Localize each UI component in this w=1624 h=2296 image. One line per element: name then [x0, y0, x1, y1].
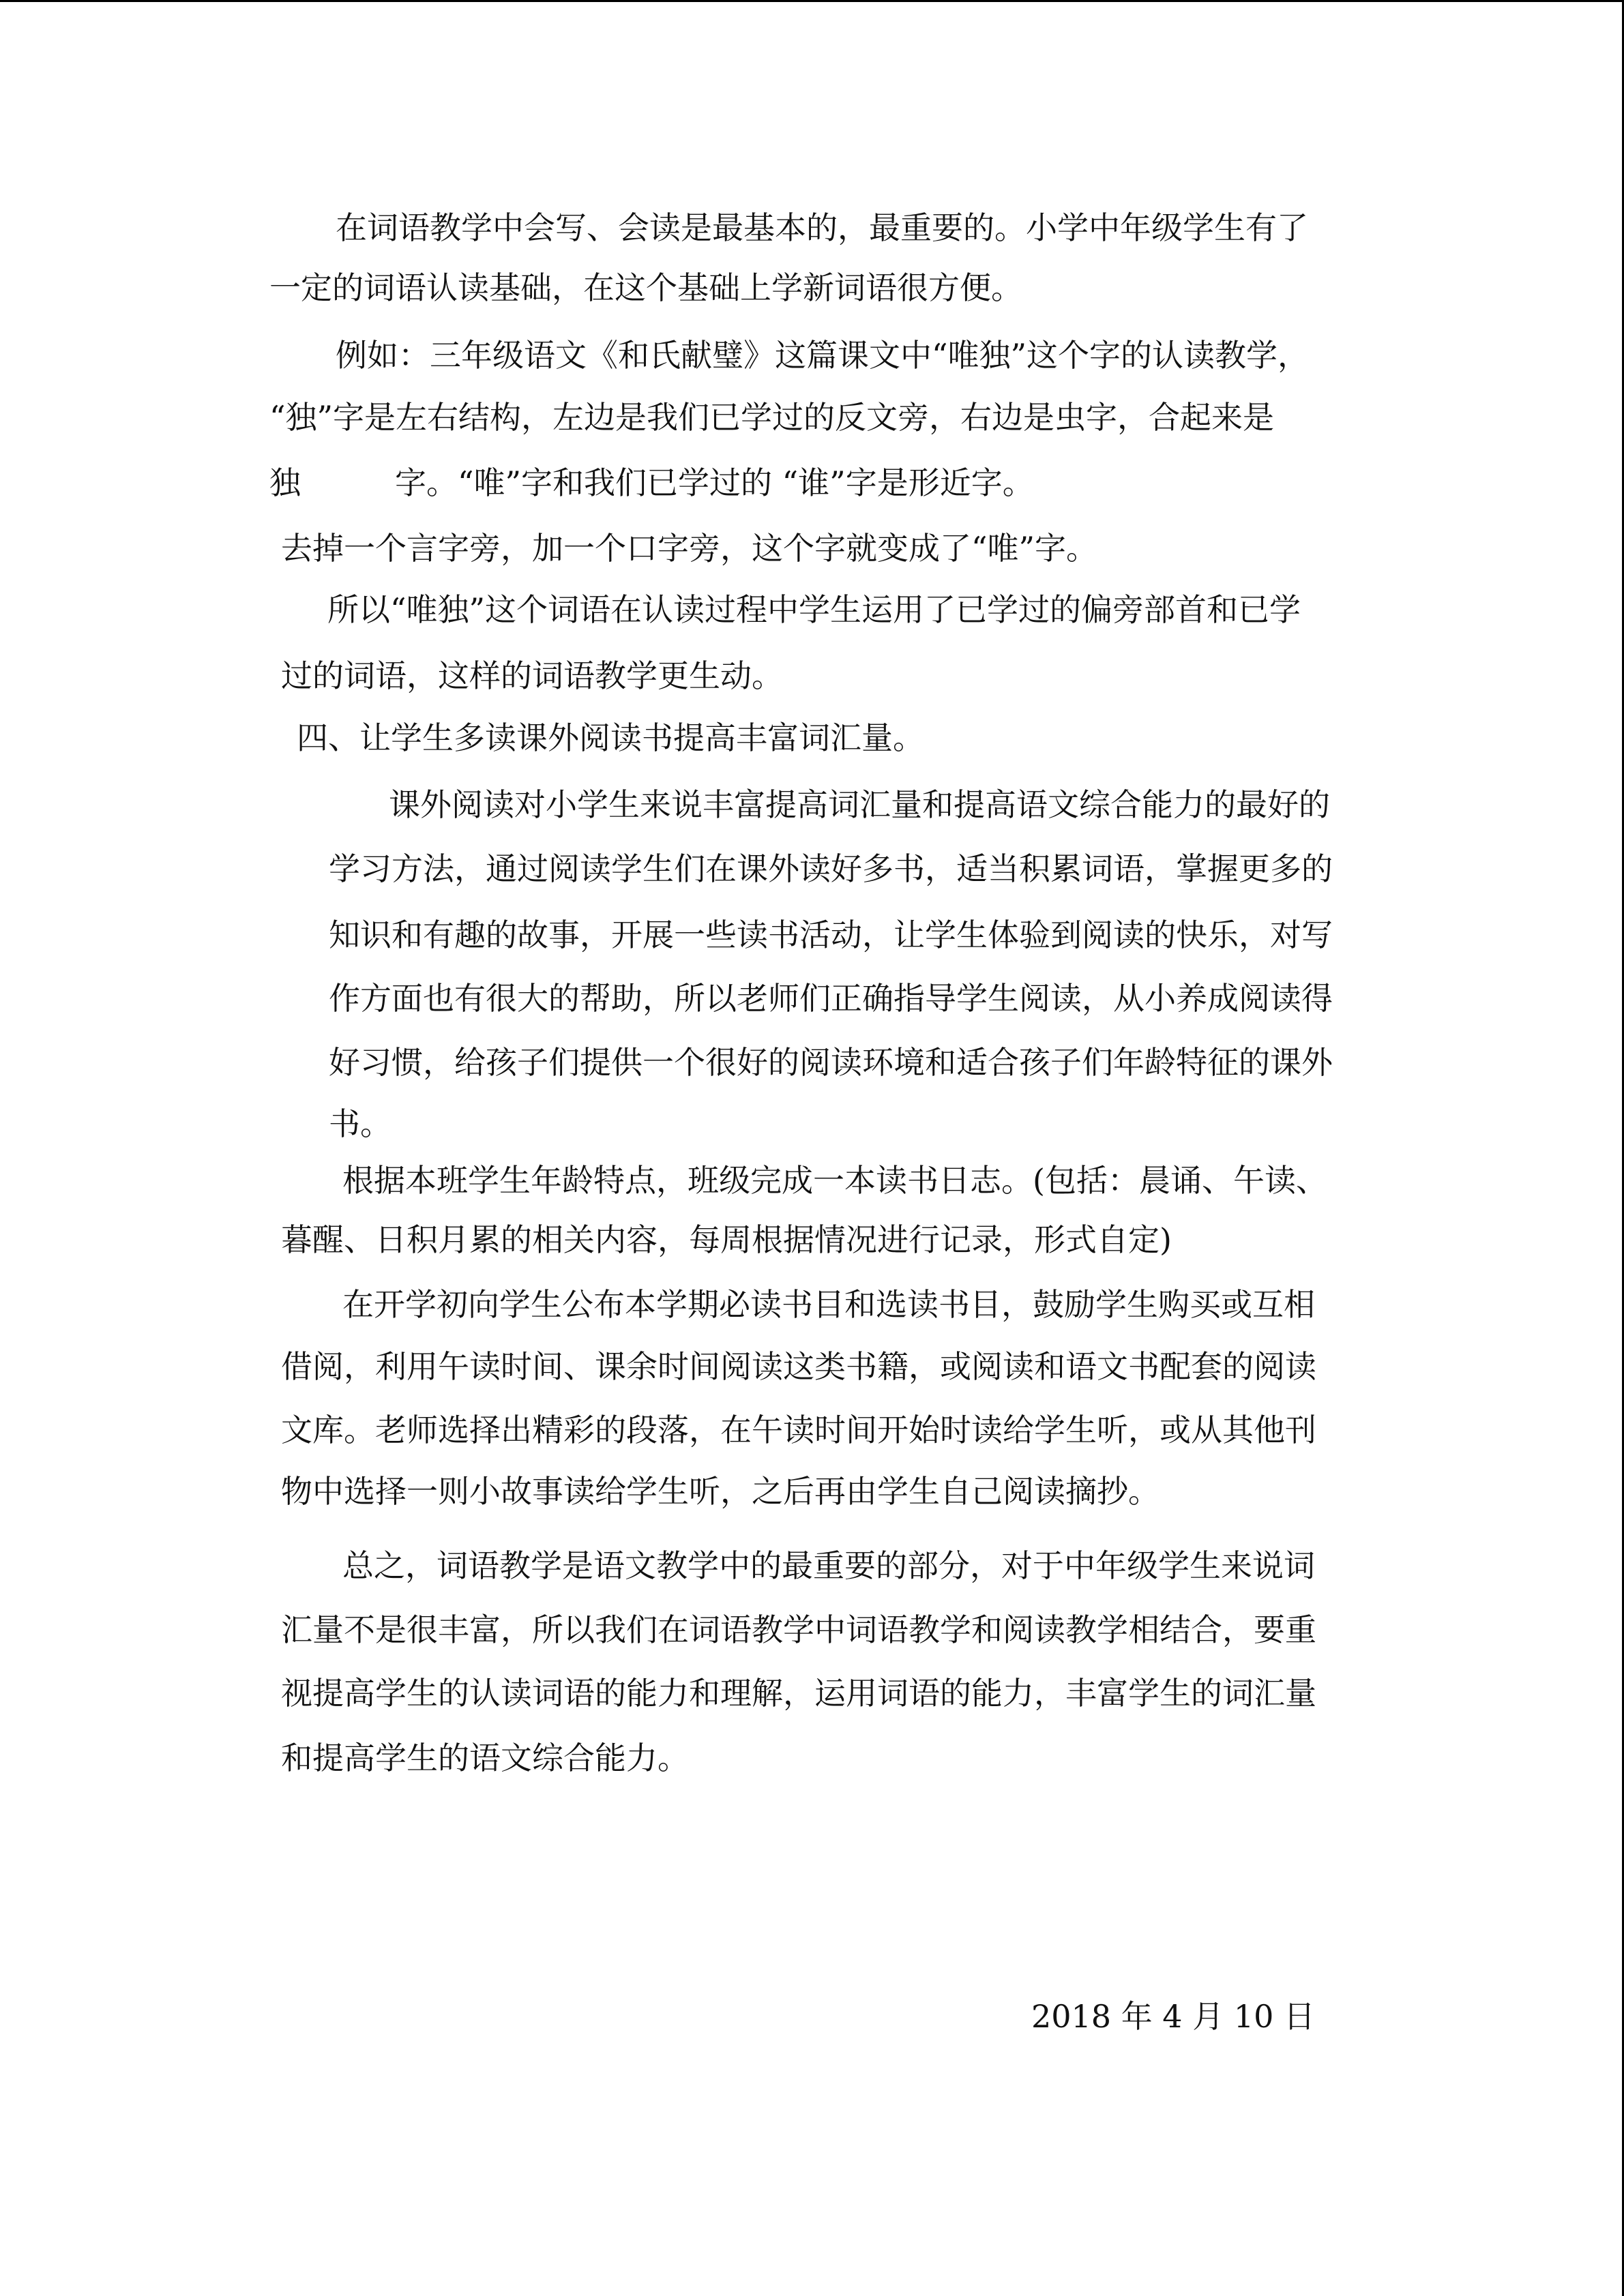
section-heading: 四、让学生多读课外阅读书提高丰富词汇量。 — [297, 719, 924, 756]
text-line: 好习惯，给孩子们提供一个很好的阅读环境和适合孩子们年龄特征的课外 — [329, 1044, 1333, 1081]
text-line: 一定的词语认读基础，在这个基础上学新词语很方便。 — [269, 269, 1022, 306]
text-line: 例如：三年级语文《和氏献璧》这篇课文中“唯独”这个字的认读教学， — [336, 337, 1310, 374]
text-line: 汇量不是很丰富，所以我们在词语教学中词语教学和阅读教学相结合，要重 — [281, 1611, 1316, 1648]
text-line: 总之，词语教学是语文教学中的最重要的部分，对于中年级学生来说词 — [342, 1547, 1315, 1584]
text-line: 视提高学生的认读词语的能力和理解，运用词语的能力，丰富学生的词汇量 — [281, 1675, 1316, 1712]
document-date: 2018 年 4 月 10 日 — [1031, 1998, 1315, 2035]
text-line: 书。 — [329, 1105, 392, 1142]
text-line: 学习方法，通过阅读学生们在课外读好多书，适当积累词语，掌握更多的 — [329, 850, 1333, 887]
text-line: 借阅，利用午读时间、课余时间阅读这类书籍，或阅读和语文书配套的阅读 — [281, 1348, 1316, 1385]
text-line: 和提高学生的语文综合能力。 — [281, 1740, 689, 1776]
text-line: 暮醒、日积月累的相关内容，每周根据情况进行记录，形式自定) — [281, 1221, 1172, 1258]
text-line: 在词语教学中会写、会读是最基本的，最重要的。小学中年级学生有了 — [336, 209, 1308, 246]
page-top-border — [0, 0, 1624, 2]
text-line: 课外阅读对小学生来说丰富提高词汇量和提高语文综合能力的最好的 — [389, 786, 1330, 823]
text-line: 所以“唯独”这个词语在认读过程中学生运用了已学过的偏旁部首和已学 — [327, 591, 1301, 628]
text-line: “独”字是左右结构，左边是我们已学过的反文旁，右边是虫字，合起来是 — [269, 399, 1275, 436]
text-line: 物中选择一则小故事读给学生听，之后再由学生自己阅读摘抄。 — [281, 1473, 1160, 1510]
text-line: 文库。老师选择出精彩的段落，在午读时间开始时读给学生听，或从其他刊 — [281, 1412, 1316, 1448]
text-line: 去掉一个言字旁，加一个口字旁，这个字就变成了“唯”字。 — [281, 530, 1098, 567]
text-line: 过的词语，这样的词语教学更生动。 — [281, 657, 783, 694]
text-line: 知识和有趣的故事，开展一些读书活动，让学生体验到阅读的快乐，对写 — [329, 916, 1333, 953]
text-line: 根据本班学生年龄特点，班级完成一本读书日志。(包括：晨诵、午读、 — [342, 1162, 1327, 1199]
text-line: 在开学初向学生公布本学期必读书目和选读书目，鼓励学生购买或互相 — [342, 1286, 1315, 1323]
text-line: 独 字。“唯”字和我们已学过的 “谁”字是形近字。 — [269, 464, 1034, 501]
text-line: 作方面也有很大的帮助，所以老师们正确指导学生阅读，从小养成阅读得 — [329, 980, 1333, 1017]
